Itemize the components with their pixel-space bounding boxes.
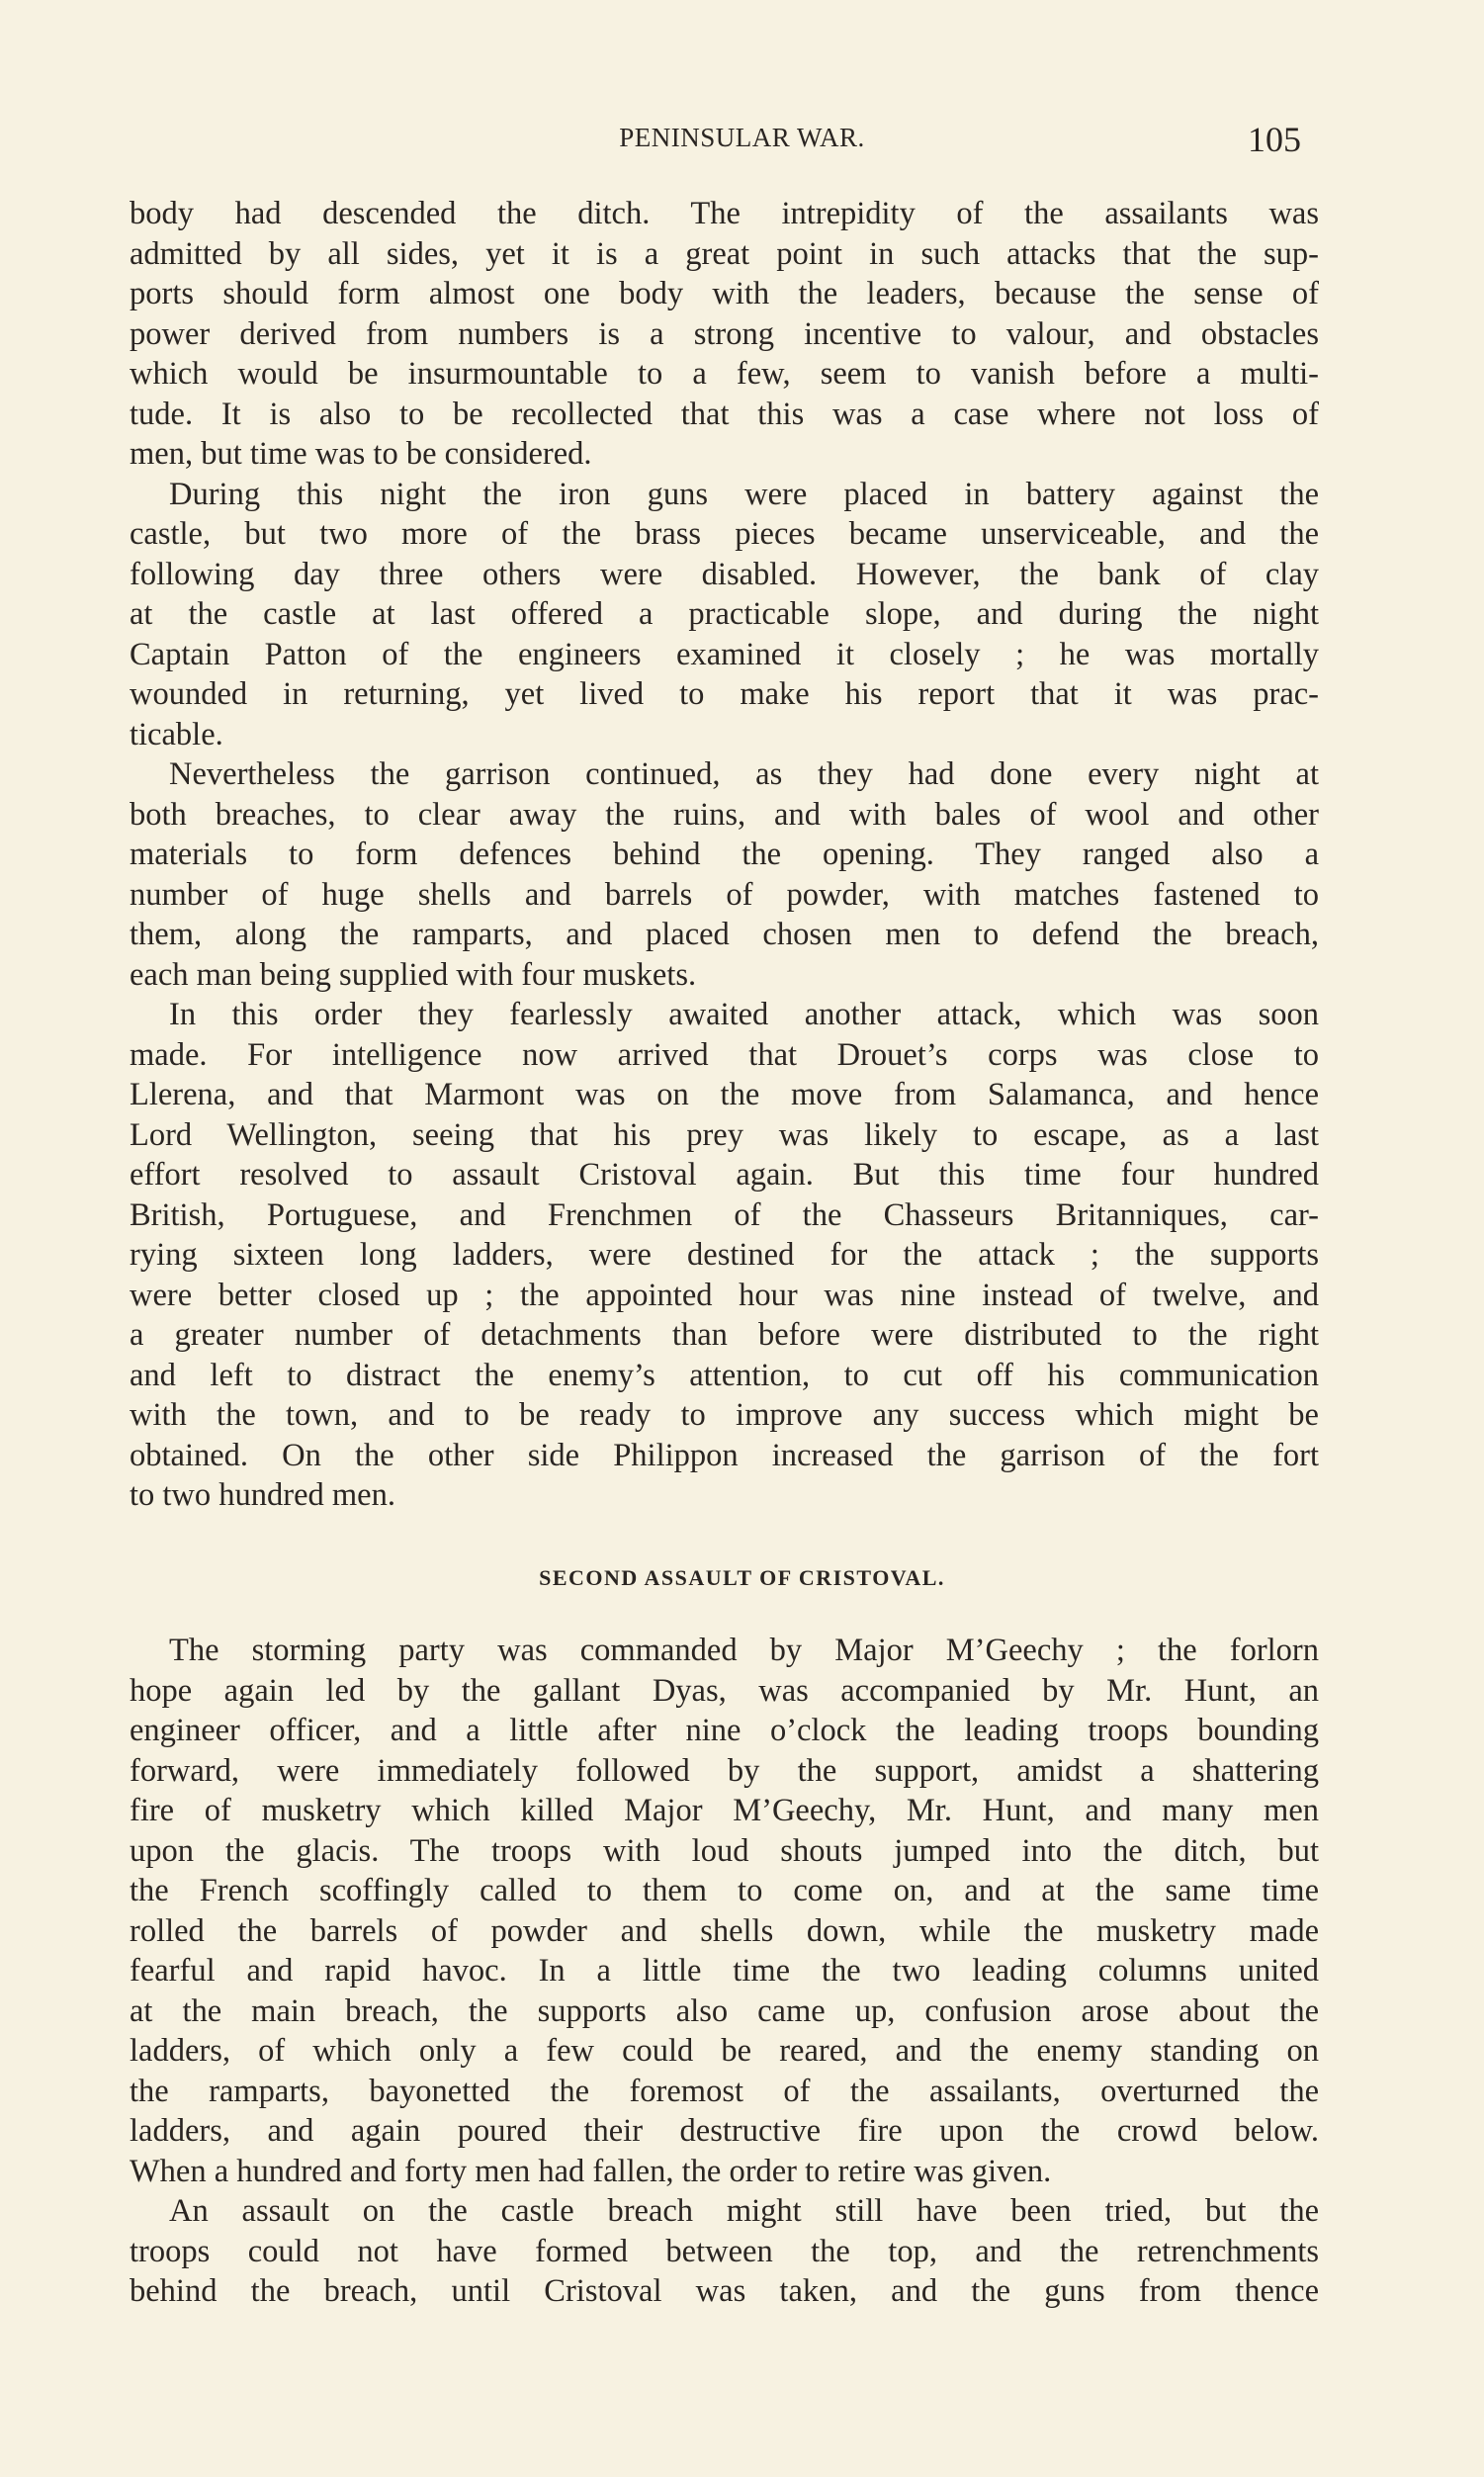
text-line: Nevertheless the garrison continued, as they had done every night at <box>169 756 1319 792</box>
text-line: engineer officer, and a little after nine o’clock the leading troops bounding <box>130 1713 1319 1748</box>
text-line: a greater number of detachments than before were distributed to the right <box>130 1317 1319 1353</box>
text-block-before-heading <box>130 194 1319 1516</box>
text-line: and left to distract the enemy’s attention, to cut off his communication <box>130 1357 1319 1393</box>
text-line: fearful and rapid havoc. In a little time the two leading columns united <box>130 1953 1319 1989</box>
text-line: following day three others were disabled. However, the bank of clay <box>130 556 1319 592</box>
text-block-after-heading <box>130 1631 1319 2312</box>
text-line: ladders, and again poured their destructive fire upon the crowd below. <box>130 2113 1319 2149</box>
text-line: The storming party was commanded by Major M’Geechy ; the forlorn <box>169 1633 1319 1668</box>
paragraph <box>130 995 1319 1516</box>
text-line: forward, were immediately followed by the support, amidst a shattering <box>130 1752 1319 1789</box>
text-line: rying sixteen long ladders, were destined for the attack ; the supports <box>130 1237 1319 1273</box>
text-line: In this order they fearlessly awaited another attack, which was soon <box>169 997 1319 1032</box>
text-line: An assault on the castle breach might still have been tried, but the <box>169 2193 1319 2229</box>
text-line: During this night the iron guns were placed in battery against the <box>169 476 1319 512</box>
text-line: tude. It is also to be recollected that this was a case where not loss of <box>130 396 1319 432</box>
text-line: fire of musketry which killed Major M’Geechy, Mr. Hunt, and many men <box>130 1793 1319 1828</box>
text-line: rolled the barrels of powder and shells down, while the musketry made <box>130 1912 1319 1949</box>
text-line: ticable. <box>130 716 223 752</box>
text-line: to two hundred men. <box>130 1477 395 1513</box>
section-heading: SECOND ASSAULT OF CRISTOVAL. <box>539 1565 945 1590</box>
text-line: ports should form almost one body with the leaders, because the sense of <box>130 276 1319 311</box>
paragraph <box>130 754 1319 995</box>
paragraph <box>130 475 1319 755</box>
text-line: the French scoffingly called to them to come on, and at the same time <box>130 1873 1319 1908</box>
paragraph <box>130 194 1319 475</box>
text-line: men, but time was to be considered. <box>130 436 592 472</box>
text-line: troops could not have formed between the top, and the retrenchments <box>130 2233 1319 2269</box>
text-line: Captain Patton of the engineers examined it closely ; he was mortally <box>130 636 1319 672</box>
text-line: were better closed up ; the appointed hour was nine instead of twelve, and <box>130 1277 1319 1313</box>
text-line: castle, but two more of the brass pieces became unserviceable, and the <box>130 516 1319 552</box>
text-line: with the town, and to be ready to improve any success which might be <box>130 1397 1319 1433</box>
text-line: power derived from numbers is a strong incentive to valour, and obstacles <box>130 315 1319 352</box>
text-line: Lord Wellington, seeing that his prey was likely to escape, as a last <box>130 1116 1319 1153</box>
text-line: effort resolved to assault Cristoval again. But this time four hundred <box>130 1157 1319 1193</box>
text-line: both breaches, to clear away the ruins, and with bales of wool and other <box>130 796 1319 833</box>
text-line: number of huge shells and barrels of powder, with matches fastened to <box>130 876 1319 913</box>
text-line: hope again led by the gallant Dyas, was accompanied by Mr. Hunt, an <box>130 1672 1319 1709</box>
text-line: which would be insurmountable to a few, seem to vanish before a multi- <box>130 356 1319 392</box>
text-line: obtained. On the other side Philippon increased the garrison of the fort <box>130 1437 1319 1473</box>
paragraph <box>130 1631 1319 2191</box>
running-head: PENINSULAR WAR. <box>619 123 865 152</box>
text-line: Llerena, and that Marmont was on the move from Salamanca, and hence <box>130 1077 1319 1112</box>
text-line: them, along the ramparts, and placed chosen men to defend the breach, <box>130 917 1319 952</box>
text-line: behind the breach, until Cristoval was taken, and the guns from thence <box>130 2273 1319 2309</box>
text-line: each man being supplied with four muskets. <box>130 956 697 993</box>
text-line: When a hundred and forty men had fallen, the order to retire was given. <box>130 2153 1052 2189</box>
text-line: made. For intelligence now arrived that Drouet’s corps was close to <box>130 1036 1319 1073</box>
page-number: 105 <box>1248 120 1301 159</box>
text-line: at the main breach, the supports also came up, confusion arose about the <box>130 1992 1319 2029</box>
text-line: materials to form defences behind the opening. They ranged also a <box>130 837 1319 872</box>
paragraph <box>130 2191 1319 2312</box>
text-line: admitted by all sides, yet it is a great point in such attacks that the sup- <box>130 235 1319 272</box>
text-line: British, Portuguese, and Frenchmen of the Chasseurs Britanniques, car- <box>130 1196 1319 1233</box>
text-line: wounded in returning, yet lived to make his report that it was prac- <box>130 676 1319 712</box>
text-line: upon the glacis. The troops with loud shouts jumped into the ditch, but <box>130 1832 1319 1869</box>
text-line: at the castle at last offered a practicable slope, and during the night <box>130 596 1319 632</box>
text-line: the ramparts, bayonetted the foremost of the assailants, overturned the <box>130 2073 1319 2109</box>
text-line: ladders, of which only a few could be reared, and the enemy standing on <box>130 2033 1319 2069</box>
text-line: body had descended the ditch. The intrepidity of the assailants was <box>130 196 1319 231</box>
